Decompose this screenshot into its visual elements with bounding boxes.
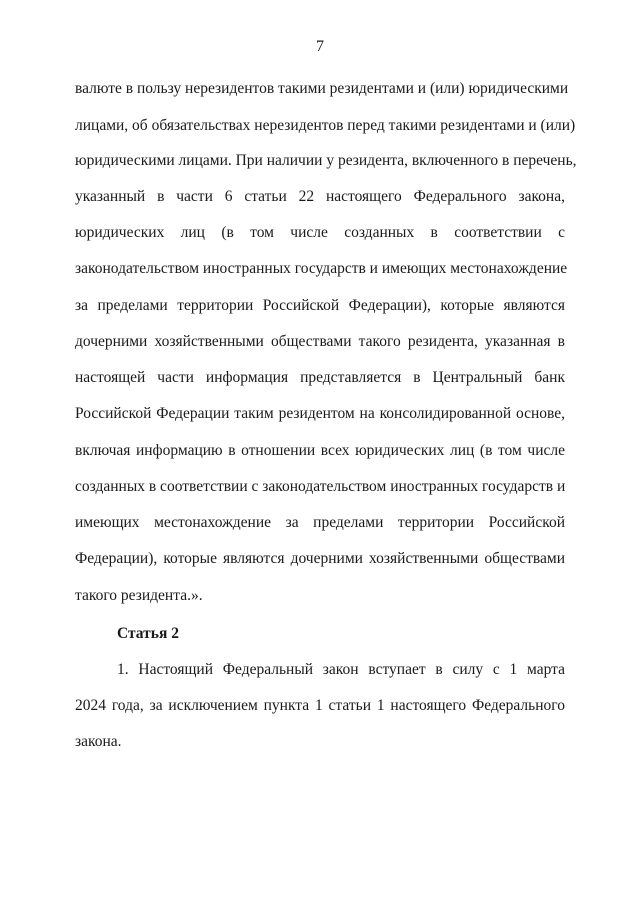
paragraph-line: за пределами территории Российской Федерации), которые являются [75, 297, 565, 314]
paragraph-line: настоящей части информация представляется в Центральный банк [75, 369, 565, 386]
paragraph-line: законодательством иностранных государств и имеющих местонахождение [75, 260, 568, 277]
paragraph-line: имеющих местонахождение за пределами территории Российской [75, 514, 565, 531]
paragraph-line: Российской Федерации таким резидентом на консолидированной основе, [75, 405, 565, 422]
article-heading: Статья 2 [117, 625, 179, 642]
paragraph-line: указанный в части 6 статьи 22 настоящего Федерального закона, [75, 188, 565, 205]
paragraph-line: 2024 года, за исключением пункта 1 статьи 1 настоящего Федерального [75, 697, 565, 714]
page-number: 7 [316, 38, 324, 55]
paragraph-line: включая информацию в отношении всех юридических лиц (в том числе [75, 442, 565, 459]
paragraph-line: 1. Настоящий Федеральный закон вступает в силу с 1 марта [117, 661, 565, 678]
paragraph-line-last: закона. [75, 733, 122, 750]
paragraph-line: дочерними хозяйственными обществами такого резидента, указанная в [75, 333, 565, 350]
paragraph-line: лицами, об обязательствах нерезидентов перед такими резидентами и (или) [75, 117, 576, 134]
paragraph-line: Федерации), которые являются дочерними хозяйственными обществами [75, 550, 565, 567]
paragraph-line: юридических лиц (в том числе созданных в соответствии с [75, 224, 565, 241]
paragraph-line: валюте в пользу нерезидентов такими резидентами и (или) юридическими [75, 80, 569, 97]
paragraph-line-last: такого резидента.». [75, 587, 203, 604]
paragraph-line: созданных в соответствии с законодательством иностранных государств и [75, 478, 566, 495]
paragraph-line: юридическими лицами. При наличии у резидента, включенного в перечень, [75, 152, 577, 169]
